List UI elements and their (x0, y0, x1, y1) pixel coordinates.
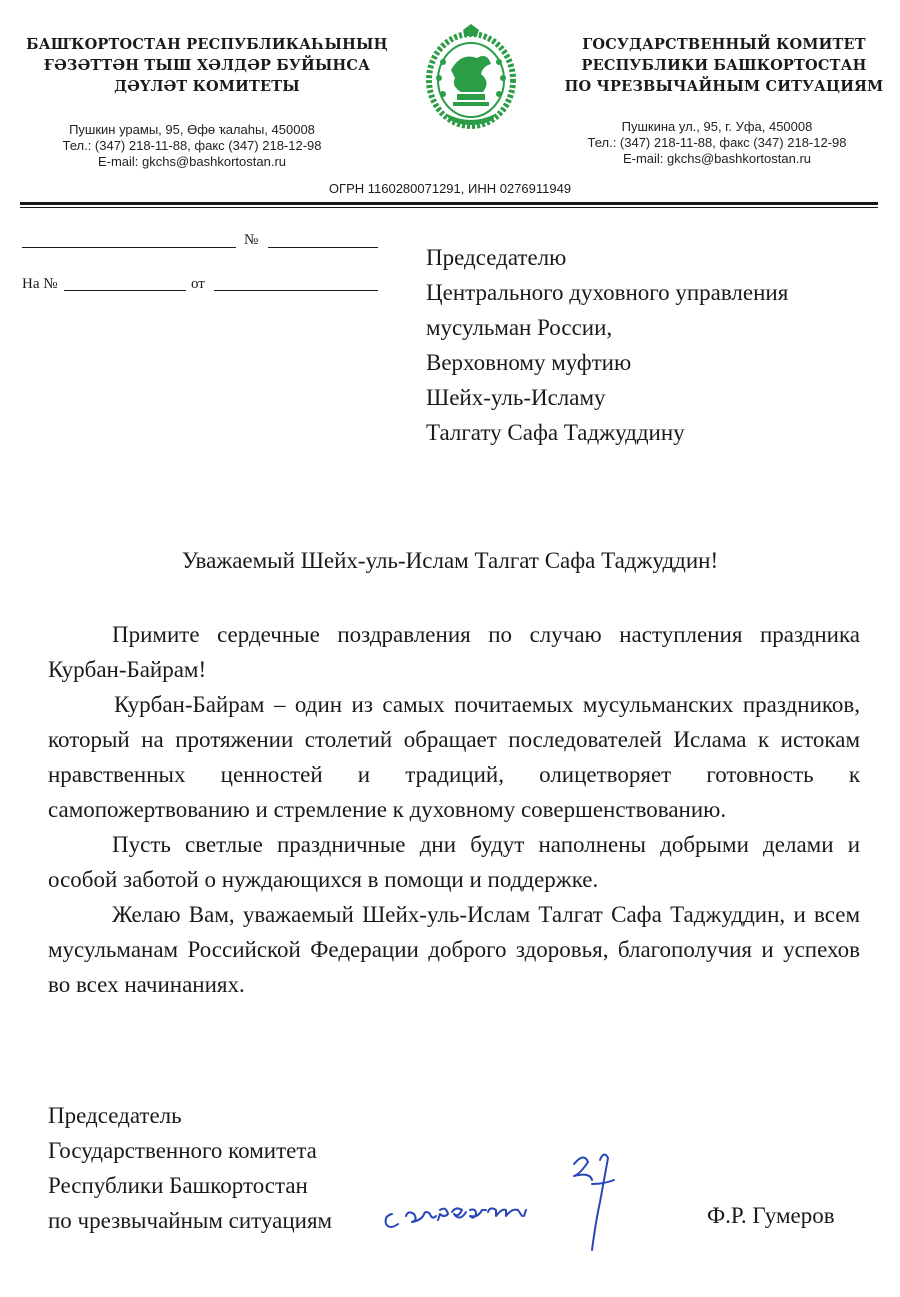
right-address-email: E-mail: gkchs@bashkortostan.ru (622, 151, 812, 166)
letterhead-divider-thick (20, 202, 878, 205)
salutation: Уважаемый Шейх-уль-Ислам Талгат Сафа Таджуддин! (181, 548, 719, 573)
addressee-line-3: мусульман России, (426, 315, 613, 340)
addressee-block (426, 240, 788, 450)
paragraph-greeting: Примите сердечные поздравления по случаю наступления праздника Курбан-Байрам! (48, 622, 860, 682)
bashkortostan-emblem-icon (421, 22, 521, 134)
outgoing-date-line (22, 247, 236, 248)
position-line-4: по чрезвычайным ситуациям (48, 1208, 333, 1233)
right-address-street: Пушкина ул., 95, г. Уфа, 450008 (621, 119, 813, 134)
position-line-1: Председатель (48, 1103, 182, 1128)
on-number-label: На № (22, 276, 58, 292)
position-line-2: Государственного комитета (48, 1138, 317, 1163)
handwritten-note-strokes (386, 1208, 526, 1227)
number-sign-label: № (244, 232, 259, 248)
outgoing-number-line (268, 247, 378, 248)
addressee-line-1: Председателю (426, 245, 567, 270)
letterhead-right-address (556, 119, 878, 167)
paragraph-wishes-health: Желаю Вам, уважаемый Шейх-уль-Ислам Талгат Сафа Таджуддин, и всем мусульманам Российской Федерации доброго здоровья, благополучия и успехов во всех начинаниях. (48, 902, 860, 997)
letter-body (48, 617, 860, 1002)
letterhead-left-address (22, 122, 362, 170)
handwritten-signature (378, 1140, 638, 1260)
ogrn-inn: ОГРН 1160280071291, ИНН 0276911949 (328, 181, 572, 196)
signatory-name: Ф.Р. Гумеров (707, 1203, 835, 1228)
from-label: от (191, 276, 205, 292)
letterhead-left-line-1: БАШҠОРТОСТАН РЕСПУБЛИКАҺЫНЫҢ (26, 36, 388, 53)
paragraph-holiday: Курбан-Байрам – один из самых почитаемых мусульманских праздников, который на протяжении столетий обращает последователей Ислама к истокам нравственных ценностей и традиций, олицетворяет готовность к самопожертвованию и стремление к духовному совершенствованию. (48, 692, 860, 822)
addressee-line-2: Центрального духовного управления (426, 280, 789, 305)
letterhead-left-title (12, 34, 402, 97)
addressee-line-4: Верховному муфтию (426, 350, 632, 375)
left-address-email: E-mail: gkchs@bashkortostan.ru (97, 154, 287, 169)
position-line-3: Республики Башкортостан (48, 1173, 308, 1198)
signature-strokes (574, 1154, 614, 1250)
letterhead-right-line-3: ПО ЧРЕЗВЫЧАЙНЫМ СИТУАЦИЯМ (564, 78, 884, 95)
left-address-street: Пушкин урамы, 95, Өфө ҡалаһы, 450008 (69, 122, 315, 137)
on-number-line (64, 290, 186, 291)
left-address-phone: Тел.: (347) 218-11-88, факс (347) 218-12-98 (62, 138, 322, 153)
from-date-line (214, 290, 378, 291)
letterhead-left-line-2: ҒӘЗӘТТӘН ТЫШ ХӘЛДӘР БУЙЫНСА (43, 57, 371, 74)
letterhead-right-line-2: РЕСПУБЛИКИ БАШКОРТОСТАН (581, 57, 867, 74)
right-address-phone: Тел.: (347) 218-11-88, факс (347) 218-12-98 (587, 135, 847, 150)
addressee-line-5: Шейх-уль-Исламу (426, 385, 606, 410)
letterhead-right-title (558, 34, 890, 97)
addressee-line-6: Талгату Сафа Таджуддину (426, 420, 685, 445)
letterhead-right-line-1: ГОСУДАРСТВЕННЫЙ КОМИТЕТ (582, 36, 866, 53)
paragraph-wishes-days: Пусть светлые праздничные дни будут наполнены добрыми делами и особой заботой о нуждающихся в помощи и поддержке. (48, 832, 860, 892)
signatory-position (48, 1098, 332, 1238)
letterhead-divider-thin (20, 207, 878, 208)
letterhead-left-line-3: ДӘҮЛӘТ КОМИТЕТЫ (114, 78, 300, 95)
